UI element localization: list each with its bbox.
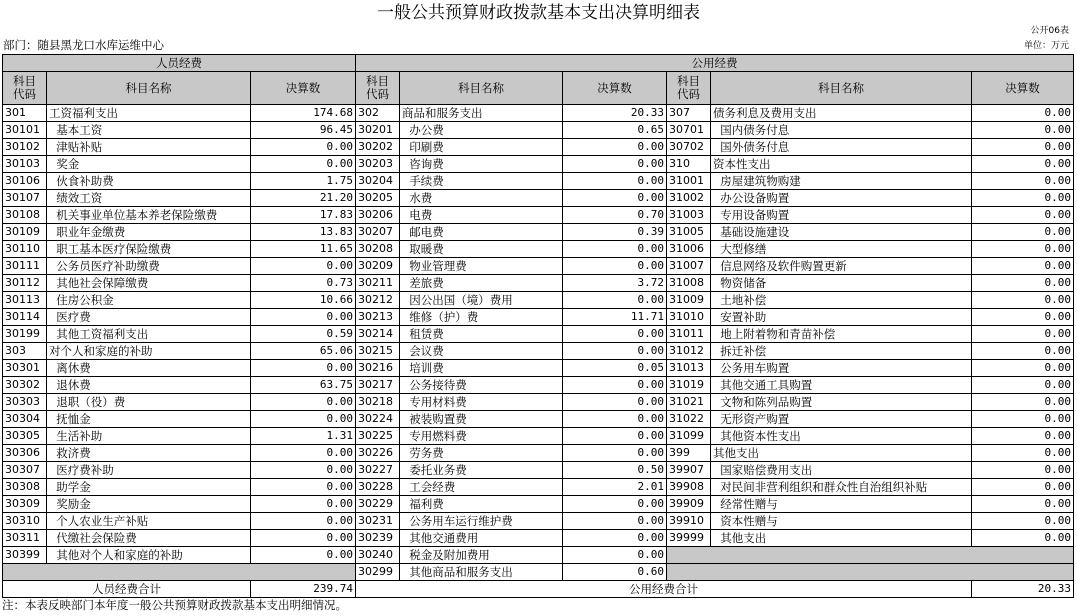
subject-name: 代缴社会保险费 <box>47 530 251 547</box>
subject-code: 30215 <box>356 343 400 360</box>
empty-cell <box>3 564 356 581</box>
subject-code: 30110 <box>3 241 47 258</box>
subject-code: 30240 <box>356 547 400 564</box>
amount-value: 2.01 <box>563 479 667 496</box>
subject-name: 咨询费 <box>400 156 563 173</box>
subject-name: 资本性赠与 <box>711 513 972 530</box>
amount-value: 0.00 <box>972 275 1074 292</box>
amount-value: 0.00 <box>563 326 667 343</box>
amount-value: 0.00 <box>972 377 1074 394</box>
table-row <box>3 309 1074 326</box>
subject-name: 维修（护）费 <box>400 309 563 326</box>
subject-code: 30217 <box>356 377 400 394</box>
amount-value: 0.00 <box>972 462 1074 479</box>
subject-code: 30113 <box>3 292 47 309</box>
subject-name: 职业年金缴费 <box>47 224 251 241</box>
subject-code: 39908 <box>667 479 711 496</box>
amount-value: 0.00 <box>563 496 667 513</box>
amount-value: 0.00 <box>972 309 1074 326</box>
amount-value: 0.65 <box>563 122 667 139</box>
subject-code: 30206 <box>356 207 400 224</box>
subject-name: 办公费 <box>400 122 563 139</box>
table-row <box>3 105 1074 122</box>
subject-code: 30399 <box>3 547 47 564</box>
subject-code: 30303 <box>3 394 47 411</box>
amount-header: 决算数 <box>563 72 667 105</box>
subject-name: 租赁费 <box>400 326 563 343</box>
table-row <box>3 241 1074 258</box>
subject-code: 30101 <box>3 122 47 139</box>
amount-value: 0.60 <box>563 564 667 581</box>
subject-name: 物业管理费 <box>400 258 563 275</box>
amount-value: 0.73 <box>251 275 356 292</box>
amount-value: 0.00 <box>251 360 356 377</box>
subject-name: 对个人和家庭的补助 <box>47 343 251 360</box>
public-group-header: 公用经费 <box>356 55 1074 72</box>
subject-name: 劳务费 <box>400 445 563 462</box>
subject-name: 公务用车购置 <box>711 360 972 377</box>
amount-value: 20.33 <box>563 105 667 122</box>
amount-value: 0.00 <box>251 309 356 326</box>
subject-code: 30111 <box>3 258 47 275</box>
column-header-row <box>3 72 1074 105</box>
amount-value: 0.00 <box>972 428 1074 445</box>
subject-name: 离休费 <box>47 360 251 377</box>
personnel-total-value: 239.74 <box>251 581 356 598</box>
amount-value: 17.83 <box>251 207 356 224</box>
subject-name: 办公设备购置 <box>711 190 972 207</box>
public-total-value: 20.33 <box>972 581 1074 598</box>
subject-code: 30226 <box>356 445 400 462</box>
subject-name: 商品和服务支出 <box>400 105 563 122</box>
subject-code: 30231 <box>356 513 400 530</box>
amount-value: 0.00 <box>563 547 667 564</box>
amount-value: 0.00 <box>972 292 1074 309</box>
subject-name: 其他资本性支出 <box>711 428 972 445</box>
table-row <box>3 479 1074 496</box>
amount-value: 0.00 <box>972 343 1074 360</box>
subject-code: 31009 <box>667 292 711 309</box>
subject-code: 30299 <box>356 564 400 581</box>
subject-name: 医疗费 <box>47 309 251 326</box>
amount-value: 0.70 <box>563 207 667 224</box>
table-body <box>3 105 1074 581</box>
subject-name: 专用燃料费 <box>400 428 563 445</box>
empty-cell <box>667 547 1074 564</box>
amount-value: 0.00 <box>972 530 1074 547</box>
table-row <box>3 394 1074 411</box>
subject-name: 拆迁补偿 <box>711 343 972 360</box>
subject-name: 物资储备 <box>711 275 972 292</box>
code-header: 科目 代码 <box>667 72 711 105</box>
subject-code: 30214 <box>356 326 400 343</box>
subject-name: 安置补助 <box>711 309 972 326</box>
amount-value: 0.00 <box>972 394 1074 411</box>
table-row <box>3 530 1074 547</box>
personnel-total-label: 人员经费合计 <box>3 581 251 598</box>
subject-code: 31008 <box>667 275 711 292</box>
subject-code: 30201 <box>356 122 400 139</box>
subject-code: 30202 <box>356 139 400 156</box>
subject-code: 39910 <box>667 513 711 530</box>
subject-name: 印刷费 <box>400 139 563 156</box>
subject-code: 30211 <box>356 275 400 292</box>
subject-code: 31021 <box>667 394 711 411</box>
subject-name: 抚恤金 <box>47 411 251 428</box>
subject-name: 基本工资 <box>47 122 251 139</box>
amount-value: 0.00 <box>972 224 1074 241</box>
code-header: 科目 代码 <box>356 72 400 105</box>
amount-value: 0.00 <box>563 258 667 275</box>
footnote: 注：本表反映部门本年度一般公共预算财政拨款基本支出明细情况。 <box>2 598 347 612</box>
amount-value: 0.00 <box>251 530 356 547</box>
subject-name: 国外债务付息 <box>711 139 972 156</box>
amount-value: 11.65 <box>251 241 356 258</box>
subject-name: 津贴补贴 <box>47 139 251 156</box>
group-header-row <box>3 55 1074 72</box>
amount-value: 11.71 <box>563 309 667 326</box>
subject-code: 30311 <box>3 530 47 547</box>
subject-name: 培训费 <box>400 360 563 377</box>
code-header: 科目 代码 <box>3 72 47 105</box>
subject-name: 医疗费补助 <box>47 462 251 479</box>
subject-name: 其他社会保障缴费 <box>47 275 251 292</box>
subject-code: 30225 <box>356 428 400 445</box>
amount-value: 1.31 <box>251 428 356 445</box>
table-row <box>3 207 1074 224</box>
empty-cell <box>667 564 1074 581</box>
subject-code: 31012 <box>667 343 711 360</box>
subject-name: 个人农业生产补贴 <box>47 513 251 530</box>
subject-code: 31019 <box>667 377 711 394</box>
subject-name: 公务用车运行维护费 <box>400 513 563 530</box>
subject-name: 取暖费 <box>400 241 563 258</box>
public-total-label: 公用经费合计 <box>356 581 972 598</box>
amount-value: 0.59 <box>251 326 356 343</box>
unit-label: 单位：万元 <box>1023 41 1069 51</box>
amount-value: 0.00 <box>251 258 356 275</box>
subject-name: 机关事业单位基本养老保险缴费 <box>47 207 251 224</box>
subject-code: 39907 <box>667 462 711 479</box>
subject-code: 30212 <box>356 292 400 309</box>
personnel-group-header: 人员经费 <box>3 55 356 72</box>
table-row <box>3 122 1074 139</box>
amount-value: 0.39 <box>563 224 667 241</box>
amount-value: 0.00 <box>972 173 1074 190</box>
subject-name: 住房公积金 <box>47 292 251 309</box>
amount-value: 0.00 <box>972 326 1074 343</box>
subject-name: 退职（役）费 <box>47 394 251 411</box>
amount-value: 0.00 <box>563 428 667 445</box>
table-row <box>3 564 1074 581</box>
amount-header: 决算数 <box>251 72 356 105</box>
subject-name: 土地补偿 <box>711 292 972 309</box>
table-row <box>3 343 1074 360</box>
amount-value: 0.00 <box>563 241 667 258</box>
amount-value: 0.00 <box>251 394 356 411</box>
table-row <box>3 224 1074 241</box>
subject-name: 基础设施建设 <box>711 224 972 241</box>
amount-value: 21.20 <box>251 190 356 207</box>
subject-code: 31010 <box>667 309 711 326</box>
subject-code: 31099 <box>667 428 711 445</box>
table-row <box>3 377 1074 394</box>
amount-value: 0.00 <box>972 105 1074 122</box>
subject-name: 无形资产购置 <box>711 411 972 428</box>
subject-name: 公务员医疗补助缴费 <box>47 258 251 275</box>
department-label: 部门：随县黑龙口水库运维中心 <box>3 38 164 52</box>
subject-code: 30107 <box>3 190 47 207</box>
subject-name: 资本性支出 <box>711 156 972 173</box>
subject-code: 310 <box>667 156 711 173</box>
table-row <box>3 428 1074 445</box>
subject-code: 30106 <box>3 173 47 190</box>
subject-code: 31005 <box>667 224 711 241</box>
subject-name: 地上附着物和青苗补偿 <box>711 326 972 343</box>
subject-name: 会议费 <box>400 343 563 360</box>
subject-code: 31013 <box>667 360 711 377</box>
subject-code: 30108 <box>3 207 47 224</box>
subject-name: 其他交通工具购置 <box>711 377 972 394</box>
subject-code: 30307 <box>3 462 47 479</box>
subject-name: 对民间非营利组织和群众性自治组织补贴 <box>711 479 972 496</box>
subject-code: 30305 <box>3 428 47 445</box>
amount-value: 13.83 <box>251 224 356 241</box>
amount-value: 0.00 <box>972 445 1074 462</box>
name-header: 科目名称 <box>711 72 972 105</box>
table-row <box>3 326 1074 343</box>
subject-name: 经常性赠与 <box>711 496 972 513</box>
subject-name: 奖金 <box>47 156 251 173</box>
amount-value: 65.06 <box>251 343 356 360</box>
subject-code: 30306 <box>3 445 47 462</box>
amount-value: 0.00 <box>563 173 667 190</box>
amount-value: 0.00 <box>563 445 667 462</box>
table-row <box>3 258 1074 275</box>
subject-name: 其他支出 <box>711 445 972 462</box>
subject-code: 30204 <box>356 173 400 190</box>
subject-code: 31001 <box>667 173 711 190</box>
subject-code: 30310 <box>3 513 47 530</box>
subject-code: 30109 <box>3 224 47 241</box>
amount-value: 96.45 <box>251 122 356 139</box>
amount-value: 0.00 <box>972 258 1074 275</box>
table-row <box>3 462 1074 479</box>
subject-code: 302 <box>356 105 400 122</box>
subject-name: 伙食补助费 <box>47 173 251 190</box>
subject-name: 国内债务付息 <box>711 122 972 139</box>
subject-name: 工资福利支出 <box>47 105 251 122</box>
amount-value: 174.68 <box>251 105 356 122</box>
subject-code: 30302 <box>3 377 47 394</box>
subject-name: 被装购置费 <box>400 411 563 428</box>
subject-code: 31022 <box>667 411 711 428</box>
amount-value: 0.00 <box>972 496 1074 513</box>
subject-name: 差旅费 <box>400 275 563 292</box>
subject-code: 30205 <box>356 190 400 207</box>
subject-name: 助学金 <box>47 479 251 496</box>
subject-code: 30102 <box>3 139 47 156</box>
subject-name: 信息网络及软件购置更新 <box>711 258 972 275</box>
amount-value: 0.00 <box>563 530 667 547</box>
amount-value: 0.00 <box>251 479 356 496</box>
subject-code: 30209 <box>356 258 400 275</box>
amount-value: 0.00 <box>972 241 1074 258</box>
subject-code: 30227 <box>356 462 400 479</box>
amount-value: 0.00 <box>972 513 1074 530</box>
subject-name: 税金及附加费用 <box>400 547 563 564</box>
subject-code: 31011 <box>667 326 711 343</box>
amount-value: 0.00 <box>563 343 667 360</box>
subject-code: 30213 <box>356 309 400 326</box>
subject-code: 30207 <box>356 224 400 241</box>
subject-name: 邮电费 <box>400 224 563 241</box>
subject-code: 30208 <box>356 241 400 258</box>
subject-name: 工会经费 <box>400 479 563 496</box>
amount-value: 63.75 <box>251 377 356 394</box>
subject-code: 30218 <box>356 394 400 411</box>
subject-name: 公务接待费 <box>400 377 563 394</box>
amount-value: 3.72 <box>563 275 667 292</box>
subject-code: 30112 <box>3 275 47 292</box>
table-row <box>3 445 1074 462</box>
subject-code: 30224 <box>356 411 400 428</box>
table-row <box>3 139 1074 156</box>
subject-code: 31006 <box>667 241 711 258</box>
table-row <box>3 275 1074 292</box>
subject-code: 30228 <box>356 479 400 496</box>
subject-name: 文物和陈列品购置 <box>711 394 972 411</box>
totals-row <box>3 581 1074 598</box>
name-header: 科目名称 <box>47 72 251 105</box>
amount-value: 0.00 <box>972 360 1074 377</box>
table-row <box>3 360 1074 377</box>
subject-name: 水费 <box>400 190 563 207</box>
subject-code: 30304 <box>3 411 47 428</box>
subject-code: 30216 <box>356 360 400 377</box>
subject-name: 职工基本医疗保险缴费 <box>47 241 251 258</box>
amount-value: 0.00 <box>563 513 667 530</box>
amount-value: 0.00 <box>972 139 1074 156</box>
amount-value: 0.00 <box>563 156 667 173</box>
subject-code: 30239 <box>356 530 400 547</box>
subject-name: 其他工资福利支出 <box>47 326 251 343</box>
amount-value: 1.75 <box>251 173 356 190</box>
table-row <box>3 496 1074 513</box>
amount-value: 0.00 <box>563 394 667 411</box>
subject-code: 39909 <box>667 496 711 513</box>
table-row <box>3 190 1074 207</box>
amount-value: 0.00 <box>972 190 1074 207</box>
subject-code: 30229 <box>356 496 400 513</box>
table-row <box>3 292 1074 309</box>
expenditure-table <box>2 54 1074 598</box>
amount-value: 0.00 <box>251 513 356 530</box>
subject-code: 30114 <box>3 309 47 326</box>
name-header: 科目名称 <box>400 72 563 105</box>
amount-value: 0.00 <box>251 445 356 462</box>
subject-code: 39999 <box>667 530 711 547</box>
amount-value: 0.00 <box>972 207 1074 224</box>
subject-code: 303 <box>3 343 47 360</box>
subject-name: 因公出国（境）费用 <box>400 292 563 309</box>
subject-code: 30103 <box>3 156 47 173</box>
subject-name: 电费 <box>400 207 563 224</box>
subject-code: 30203 <box>356 156 400 173</box>
subject-code: 30701 <box>667 122 711 139</box>
subject-code: 30301 <box>3 360 47 377</box>
report-title: 一般公共预算财政拨款基本支出决算明细表 <box>377 3 700 23</box>
subject-code: 301 <box>3 105 47 122</box>
amount-value: 0.00 <box>563 411 667 428</box>
amount-value: 0.00 <box>972 479 1074 496</box>
subject-name: 专用材料费 <box>400 394 563 411</box>
form-number: 公开06表 <box>1030 26 1069 36</box>
subject-name: 绩效工资 <box>47 190 251 207</box>
table-row <box>3 411 1074 428</box>
subject-name: 房屋建筑物购建 <box>711 173 972 190</box>
subject-code: 30308 <box>3 479 47 496</box>
amount-value: 0.00 <box>251 496 356 513</box>
subject-name: 专用设备购置 <box>711 207 972 224</box>
subject-name: 国家赔偿费用支出 <box>711 462 972 479</box>
amount-value: 0.00 <box>251 462 356 479</box>
amount-value: 10.66 <box>251 292 356 309</box>
subject-code: 31003 <box>667 207 711 224</box>
table-row <box>3 156 1074 173</box>
subject-name: 其他支出 <box>711 530 972 547</box>
amount-value: 0.50 <box>563 462 667 479</box>
amount-value: 0.00 <box>563 139 667 156</box>
subject-name: 奖励金 <box>47 496 251 513</box>
amount-value: 0.00 <box>972 411 1074 428</box>
table-row <box>3 173 1074 190</box>
amount-value: 0.00 <box>563 292 667 309</box>
amount-header: 决算数 <box>972 72 1074 105</box>
subject-code: 31007 <box>667 258 711 275</box>
subject-name: 其他交通费用 <box>400 530 563 547</box>
subject-name: 手续费 <box>400 173 563 190</box>
amount-value: 0.00 <box>251 139 356 156</box>
subject-name: 福利费 <box>400 496 563 513</box>
amount-value: 0.05 <box>563 360 667 377</box>
subject-name: 救济费 <box>47 445 251 462</box>
subject-code: 30702 <box>667 139 711 156</box>
subject-name: 其他对个人和家庭的补助 <box>47 547 251 564</box>
amount-value: 0.00 <box>251 156 356 173</box>
amount-value: 0.00 <box>251 411 356 428</box>
subject-name: 债务利息及费用支出 <box>711 105 972 122</box>
table-row <box>3 513 1074 530</box>
subject-code: 31002 <box>667 190 711 207</box>
amount-value: 0.00 <box>972 156 1074 173</box>
table-row <box>3 547 1074 564</box>
amount-value: 0.00 <box>563 190 667 207</box>
subject-name: 退休费 <box>47 377 251 394</box>
subject-name: 委托业务费 <box>400 462 563 479</box>
subject-name: 大型修缮 <box>711 241 972 258</box>
subject-name: 其他商品和服务支出 <box>400 564 563 581</box>
amount-value: 0.00 <box>972 122 1074 139</box>
subject-code: 307 <box>667 105 711 122</box>
subject-code: 30309 <box>3 496 47 513</box>
subject-code: 399 <box>667 445 711 462</box>
amount-value: 0.00 <box>563 377 667 394</box>
subject-code: 30199 <box>3 326 47 343</box>
amount-value: 0.00 <box>251 547 356 564</box>
subject-name: 生活补助 <box>47 428 251 445</box>
